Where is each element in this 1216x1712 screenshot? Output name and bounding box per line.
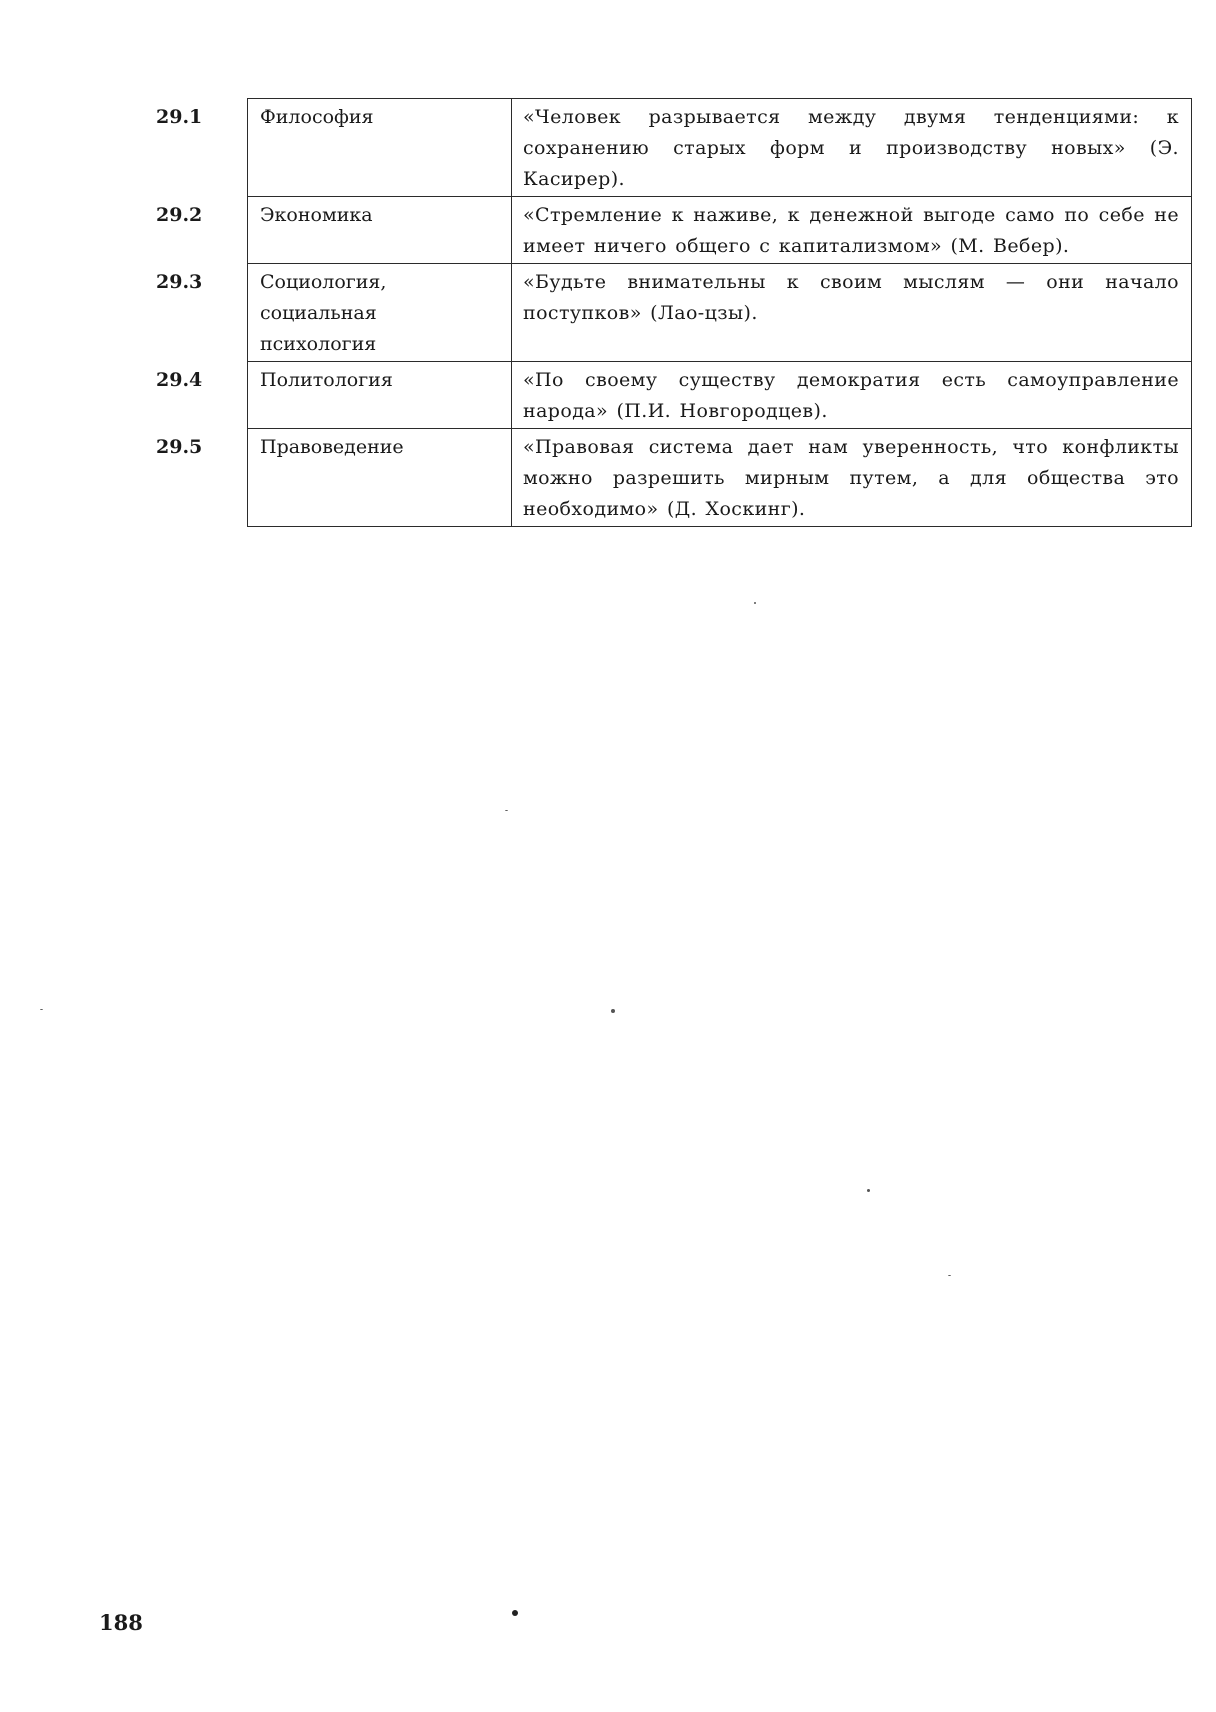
scan-speck [512, 1610, 518, 1616]
subject-cell [248, 429, 512, 527]
quote-cell [512, 99, 1192, 197]
subject-label: Политология [260, 369, 393, 391]
quote-cell [512, 197, 1192, 264]
subject-cell [248, 197, 512, 264]
subject-cell [248, 99, 512, 197]
quote-text: «Будьте внимательны к своим мыслям — они начало поступков» (Лао-цзы). [523, 271, 1179, 324]
quote-text: «По своему существу демократия есть самоуправление народа» (П.И. Новгородцев). [523, 369, 1179, 422]
row-number: 29.5 [156, 435, 203, 458]
quote-cell [512, 362, 1192, 429]
scan-speck [867, 1189, 870, 1192]
scan-speck [611, 1009, 615, 1013]
subject-label: Правоведение [260, 436, 404, 458]
scan-speck [505, 810, 508, 811]
subject-cell [248, 264, 512, 362]
quote-text: «Правовая система дает нам уверенность, что конфликты можно разрешить мирным путем, а для общества это необходимо» (Д. Хоскинг). [523, 436, 1179, 520]
page-number: 188 [99, 1610, 143, 1635]
quote-cell [512, 264, 1192, 362]
subject-label: Философия [260, 106, 374, 128]
table-row [150, 429, 1192, 527]
scan-speck [754, 602, 756, 604]
table-row [150, 362, 1192, 429]
subject-label: Социология, социальная психология [260, 271, 387, 355]
quote-cell [512, 429, 1192, 527]
row-number: 29.2 [156, 203, 203, 226]
quotes-table [150, 98, 1192, 527]
row-number: 29.4 [156, 368, 203, 391]
scan-speck [948, 1275, 951, 1276]
table-row [150, 197, 1192, 264]
row-number: 29.3 [156, 270, 203, 293]
quote-text: «Человек разрывается между двумя тенденциями: к сохранению старых форм и производству новых» (Э. Касирер). [523, 106, 1179, 190]
subject-cell [248, 362, 512, 429]
subject-label: Экономика [260, 204, 373, 226]
row-number: 29.1 [156, 105, 203, 128]
scan-speck [40, 1009, 43, 1010]
table-row [150, 99, 1192, 197]
table-row [150, 264, 1192, 362]
quote-text: «Стремление к наживе, к денежной выгоде само по себе не имеет ничего общего с капитализмом» (М. Вебер). [523, 204, 1179, 257]
